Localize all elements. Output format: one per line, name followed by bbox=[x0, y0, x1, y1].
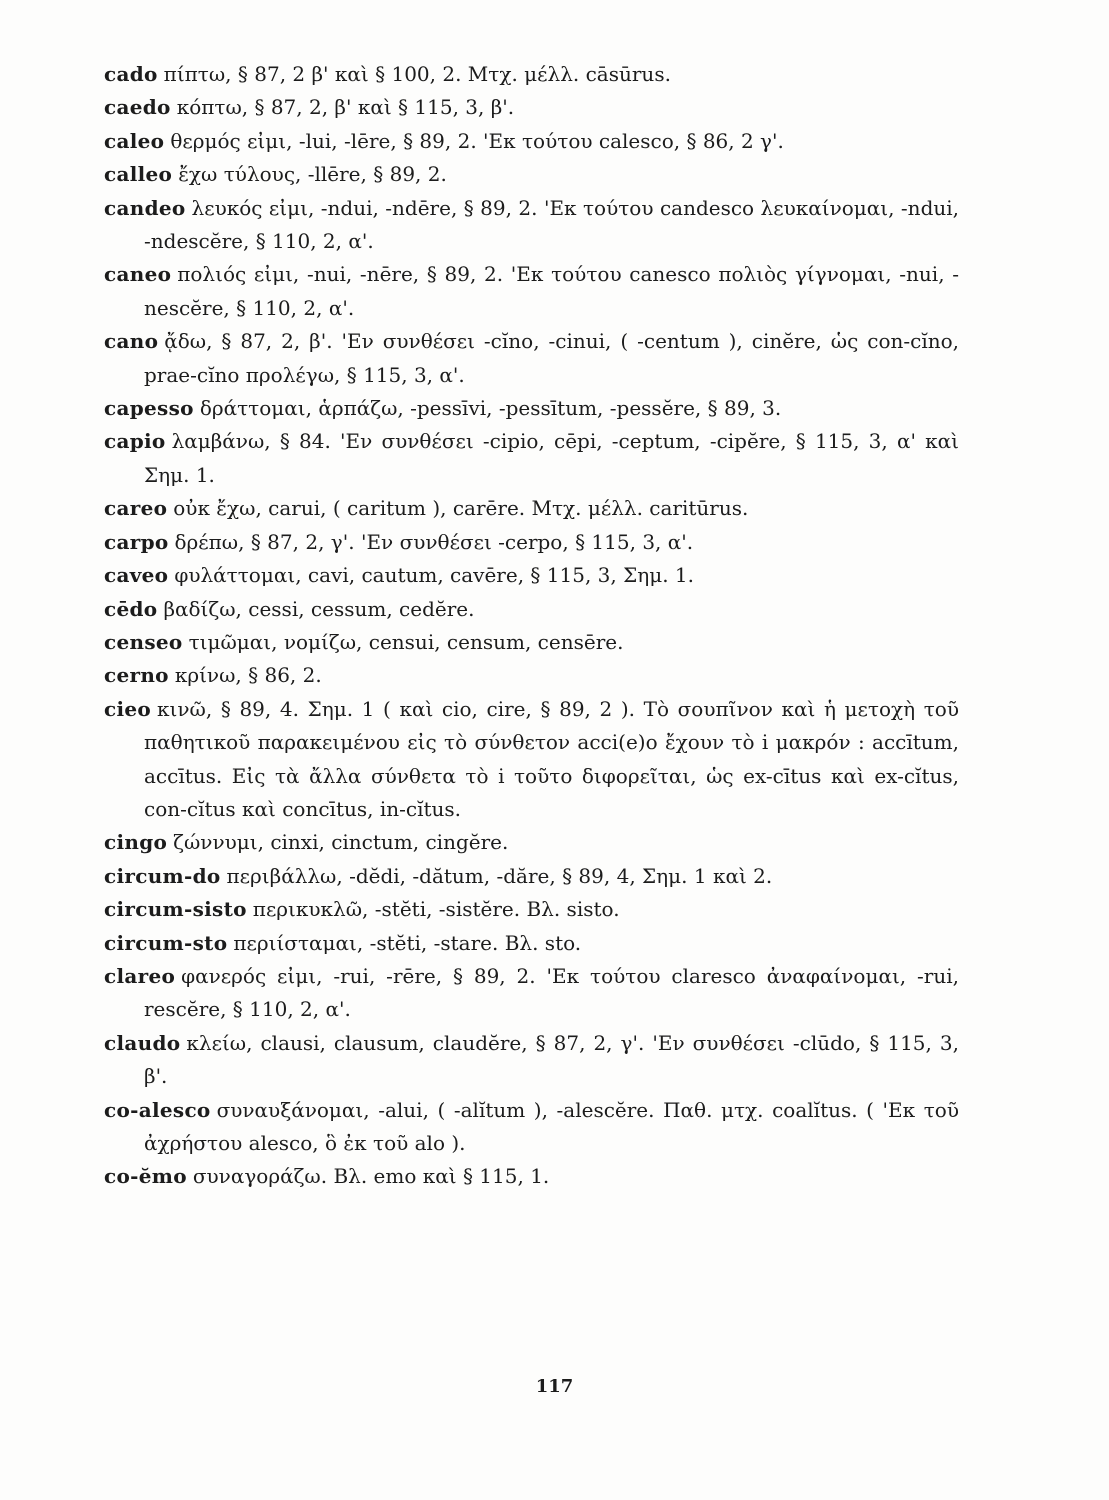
headword: caleo bbox=[104, 128, 165, 153]
entry bbox=[104, 559, 959, 592]
definition: περιβάλλω, -dĕdi, -dătum, -dăre, § 89, 4, Σημ. 1 καὶ 2. bbox=[226, 863, 773, 888]
entry bbox=[104, 492, 959, 525]
entry bbox=[104, 392, 959, 425]
headword: capio bbox=[104, 429, 166, 454]
entry bbox=[104, 192, 959, 259]
headword: co-alesco bbox=[104, 1097, 211, 1122]
definition: συναυξάνομαι, -alui, ( -alĭtum ), -alescĕre. Παθ. μτχ. coalĭtus. ( 'Εκ τοῦ ἀχρήστου alesco, ὃ ἐκ τοῦ alo ). bbox=[144, 1097, 959, 1155]
definition: λαμβάνω, § 84. 'Εν συνθέσει -cipio, cēpi, -ceptum, -cipĕre, § 115, 3, α' καὶ Σημ. 1. bbox=[144, 429, 959, 487]
entry bbox=[104, 91, 959, 124]
headword: careo bbox=[104, 496, 168, 521]
headword: caneo bbox=[104, 262, 172, 287]
definition: τιμῶμαι, νομίζω, censui, censum, censēre. bbox=[188, 629, 624, 654]
definition: ᾄδω, § 87, 2, β'. 'Εν συνθέσει -cĭno, -cinui, ( -centum ), cinĕre, ὡς con-cĭno, prae-cĭno προλέγω, § 115, 3, α'. bbox=[144, 329, 959, 387]
entry bbox=[104, 125, 959, 158]
entry-list bbox=[104, 58, 959, 1194]
entry bbox=[104, 58, 959, 91]
entry bbox=[104, 593, 959, 626]
headword: co-ĕmo bbox=[104, 1164, 187, 1189]
definition: περικυκλῶ, -stĕti, -sistĕre. Βλ. sisto. bbox=[252, 897, 620, 922]
definition: ζώννυμι, cinxi, cinctum, cingĕre. bbox=[173, 830, 509, 855]
definition: κινῶ, § 89, 4. Σημ. 1 ( καὶ cio, cire, § 89, 2 ). Τὸ σουπῖνον καὶ ἡ μετοχὴ τοῦ παθητικοῦ παρακειμένου εἰς τὸ σύνθετον acci(e)o ἔχουν τὸ i μακρόν : accītum, accītus. Εἰς τὰ ἄλλα σύνθετα τὸ i τοῦτο διφορεῖται, ὡς ex-cītus καὶ ex-cĭtus, con-cĭtus καὶ concītus, in-cĭtus. bbox=[144, 696, 959, 821]
definition: πίπτω, § 87, 2 β' καὶ § 100, 2. Μτχ. μέλλ. cāsūrus. bbox=[163, 62, 671, 86]
definition: κρίνω, § 86, 2. bbox=[174, 663, 322, 688]
definition: ἔχω τύλους, -llēre, § 89, 2. bbox=[178, 162, 447, 187]
definition: περιίσταμαι, -stĕti, -stare. Βλ. sto. bbox=[233, 930, 582, 955]
entry bbox=[104, 860, 959, 893]
entry bbox=[104, 526, 959, 559]
definition: βαδίζω, cessi, cessum, cedĕre. bbox=[163, 596, 475, 621]
headword: cano bbox=[104, 329, 159, 354]
definition: πολιός εἰμι, -nui, -nēre, § 89, 2. 'Εκ τούτου canesco πολιὸς γίγνομαι, -nui, -nescĕre, § 110, 2, α'. bbox=[144, 262, 959, 320]
definition: συναγοράζω. Βλ. emo καὶ § 115, 1. bbox=[192, 1164, 550, 1189]
definition: φανερός εἰμι, -rui, -rēre, § 89, 2. 'Εκ τούτου claresco ἀναφαίνομαι, -rui, rescĕre, § 110, 2, α'. bbox=[144, 963, 959, 1022]
entry bbox=[104, 258, 959, 325]
headword: circum-do bbox=[104, 863, 221, 888]
headword: censeo bbox=[104, 629, 183, 654]
headword: cingo bbox=[104, 830, 168, 855]
entry bbox=[104, 893, 959, 926]
page-number: 117 bbox=[535, 1376, 574, 1397]
entry bbox=[104, 1094, 959, 1161]
headword: circum-sisto bbox=[104, 897, 247, 922]
definition: λευκός εἰμι, -ndui, -ndēre, § 89, 2. 'Εκ τούτου candesco λευκαίνομαι, -ndui, -ndescĕre, § 110, 2, α'. bbox=[144, 195, 959, 254]
entry bbox=[104, 1027, 959, 1094]
definition: οὐκ ἔχω, carui, ( caritum ), carēre. Μτχ. μέλλ. caritūrus. bbox=[173, 496, 749, 521]
definition: κλείω, clausi, clausum, claudĕre, § 87, 2, γ'. 'Εν συνθέσει -clūdo, § 115, 3, β'. bbox=[144, 1030, 959, 1089]
headword: clareo bbox=[104, 963, 176, 988]
headword: cēdo bbox=[104, 596, 158, 621]
headword: circum-sto bbox=[104, 930, 228, 955]
definition: κόπτω, § 87, 2, β' καὶ § 115, 3, β'. bbox=[176, 95, 515, 120]
headword: caveo bbox=[104, 563, 169, 588]
headword: capesso bbox=[104, 396, 194, 421]
entry bbox=[104, 158, 959, 191]
headword: carpo bbox=[104, 529, 169, 554]
entry bbox=[104, 325, 959, 392]
headword: calleo bbox=[104, 162, 173, 187]
definition: φυλάττομαι, cavi, cautum, cavēre, § 115, 3, Σημ. 1. bbox=[174, 563, 695, 588]
headword: cerno bbox=[104, 663, 169, 688]
definition: δρέπω, § 87, 2, γ'. 'Εν συνθέσει -cerpo, § 115, 3, α'. bbox=[174, 529, 694, 554]
entry bbox=[104, 425, 959, 492]
definition: δράττομαι, ἁρπάζω, -pessīvi, -pessītum, -pessĕre, § 89, 3. bbox=[199, 396, 782, 421]
entry bbox=[104, 826, 959, 859]
entry bbox=[104, 960, 959, 1027]
headword: caedo bbox=[104, 95, 171, 120]
definition: θερμός εἰμι, -lui, -lēre, § 89, 2. 'Εκ τούτου calesco, § 86, 2 γ'. bbox=[170, 128, 784, 153]
headword: cado bbox=[104, 62, 158, 86]
entry bbox=[104, 626, 959, 659]
headword: claudo bbox=[104, 1030, 181, 1055]
entry bbox=[104, 659, 959, 692]
headword: cieo bbox=[104, 696, 152, 721]
entry bbox=[104, 1160, 959, 1193]
entry bbox=[104, 927, 959, 960]
entry bbox=[104, 693, 959, 827]
headword: candeo bbox=[104, 195, 186, 220]
